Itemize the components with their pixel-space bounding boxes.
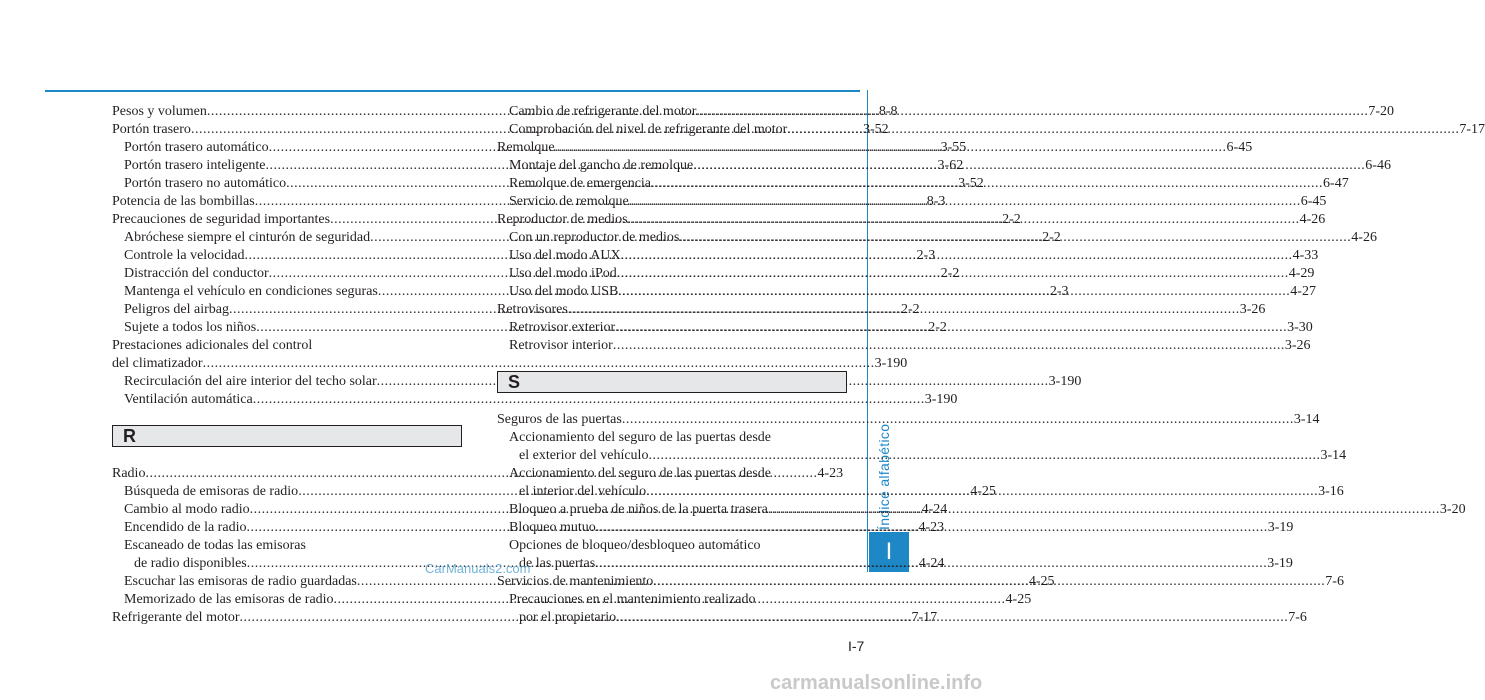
index-entry: Precauciones en el mantenimiento realizado [509, 592, 756, 607]
index-entry: Opciones de bloqueo/desbloqueo automático [509, 538, 761, 553]
index-entry: Servicios de mantenimiento ..... 7-6 [497, 573, 847, 591]
page-number: I-7 [848, 638, 865, 654]
index-entry: Portón trasero ..... 3-52 [112, 121, 462, 139]
index-entry: Sujete a todos los niños ..... 2-2 [112, 319, 462, 337]
index-entry: Retrovisor interior ..... 3-26 [497, 337, 847, 355]
index-entry: Refrigerante del motor ..... 7-17 [112, 609, 462, 627]
sidebar-label: Índice alfabético [876, 423, 892, 531]
top-rule [45, 90, 860, 92]
index-entry: de radio disponibles ..... 4-24 [112, 555, 462, 573]
index-entry: Portón trasero automático ..... 3-55 [112, 139, 462, 157]
index-entry: el exterior del vehículo ..... 3-14 [497, 447, 847, 465]
index-entry: Uso del modo AUX ..... 4-33 [497, 247, 847, 265]
index-entry: Montaje del gancho de remolque ..... 6-46 [497, 157, 847, 175]
index-entry: Potencia de las bombillas ..... 8-3 [112, 193, 462, 211]
section-header-s: S [497, 371, 847, 393]
index-entry: Portón trasero inteligente ..... 3-62 [112, 157, 462, 175]
index-entry: Encendido de la radio ..... 4-23 [112, 519, 462, 537]
index-entry: Radio ..... 4-23 [112, 465, 462, 483]
index-entry: Uso del modo USB ..... 4-27 [497, 283, 847, 301]
index-entry: Abróchese siempre el cinturón de seguridad ..... 2-2 [112, 229, 462, 247]
index-entry: Precauciones de seguridad importantes ..... 2-2 [112, 211, 462, 229]
index-entry: Remolque ..... 6-45 [497, 139, 847, 157]
index-entry: Cambio de refrigerante del motor ..... 7-20 [497, 103, 847, 121]
index-entry: Uso del modo iPod ..... 4-29 [497, 265, 847, 283]
index-entry: Remolque de emergencia ..... 6-47 [497, 175, 847, 193]
index-entry: Accionamiento del seguro de las puertas desde [509, 466, 772, 481]
index-entry: Bloqueo a prueba de niños de la puerta trasera ..... 3-20 [497, 501, 847, 519]
index-entry: Retrovisor exterior ..... 3-30 [497, 319, 847, 337]
index-entry: Búsqueda de emisoras de radio ..... 4-25 [112, 483, 462, 501]
watermark-footer: carmanualsonline.info [770, 672, 983, 694]
index-entry: Comprobación del nivel de refrigerante del motor ..... 7-17 [497, 121, 847, 139]
index-entry: Accionamiento del seguro de las puertas desde [509, 430, 772, 445]
index-entry: del climatizador ..... 3-190 [112, 355, 462, 373]
index-entry: Escaneado de todas las emisoras [124, 538, 306, 553]
sidebar-letter-tab: I [869, 532, 909, 572]
index-entry: Reproductor de medios ..... 4-26 [497, 211, 847, 229]
index-entry: por el propietario ..... 7-6 [497, 609, 847, 627]
index-entry: de las puertas ..... 3-19 [497, 555, 847, 573]
index-entry: Recirculación del aire interior del techo solar ..... 3-190 [112, 373, 462, 391]
section-header-r: R [112, 425, 462, 447]
index-entry: Bloqueo mutuo ..... 3-19 [497, 519, 847, 537]
index-entry: Servicio de remolque ..... 6-45 [497, 193, 847, 211]
index-entry: Seguros de las puertas ..... 3-14 [497, 411, 847, 429]
index-entry: Retrovisores ..... 3-26 [497, 301, 847, 319]
index-entry: Cambio al modo radio ..... 4-24 [112, 501, 462, 519]
index-entry: el interior del vehículo ..... 3-16 [497, 483, 847, 501]
index-entry: Controle la velocidad ..... 2-3 [112, 247, 462, 265]
index-entry: Ventilación automática ..... 3-190 [112, 391, 462, 409]
index-entry: Portón trasero no automático ..... 3-52 [112, 175, 462, 193]
index-entry: Prestaciones adicionales del control [112, 338, 313, 353]
index-entry: Escuchar las emisoras de radio guardadas ..... 4-25 [112, 573, 462, 591]
index-entry: Mantenga el vehículo en condiciones seguras ..... 2-3 [112, 283, 462, 301]
watermark-site: CarManuals2.com [425, 561, 531, 576]
index-entry: Distracción del conductor ..... 2-2 [112, 265, 462, 283]
index-entry: Pesos y volumen ..... 8-8 [112, 103, 462, 121]
index-entry: Con un reproductor de medios ..... 4-26 [497, 229, 847, 247]
index-entry: Peligros del airbag ..... 2-2 [112, 301, 462, 319]
index-entry: Memorizado de las emisoras de radio ..... 4-25 [112, 591, 462, 609]
